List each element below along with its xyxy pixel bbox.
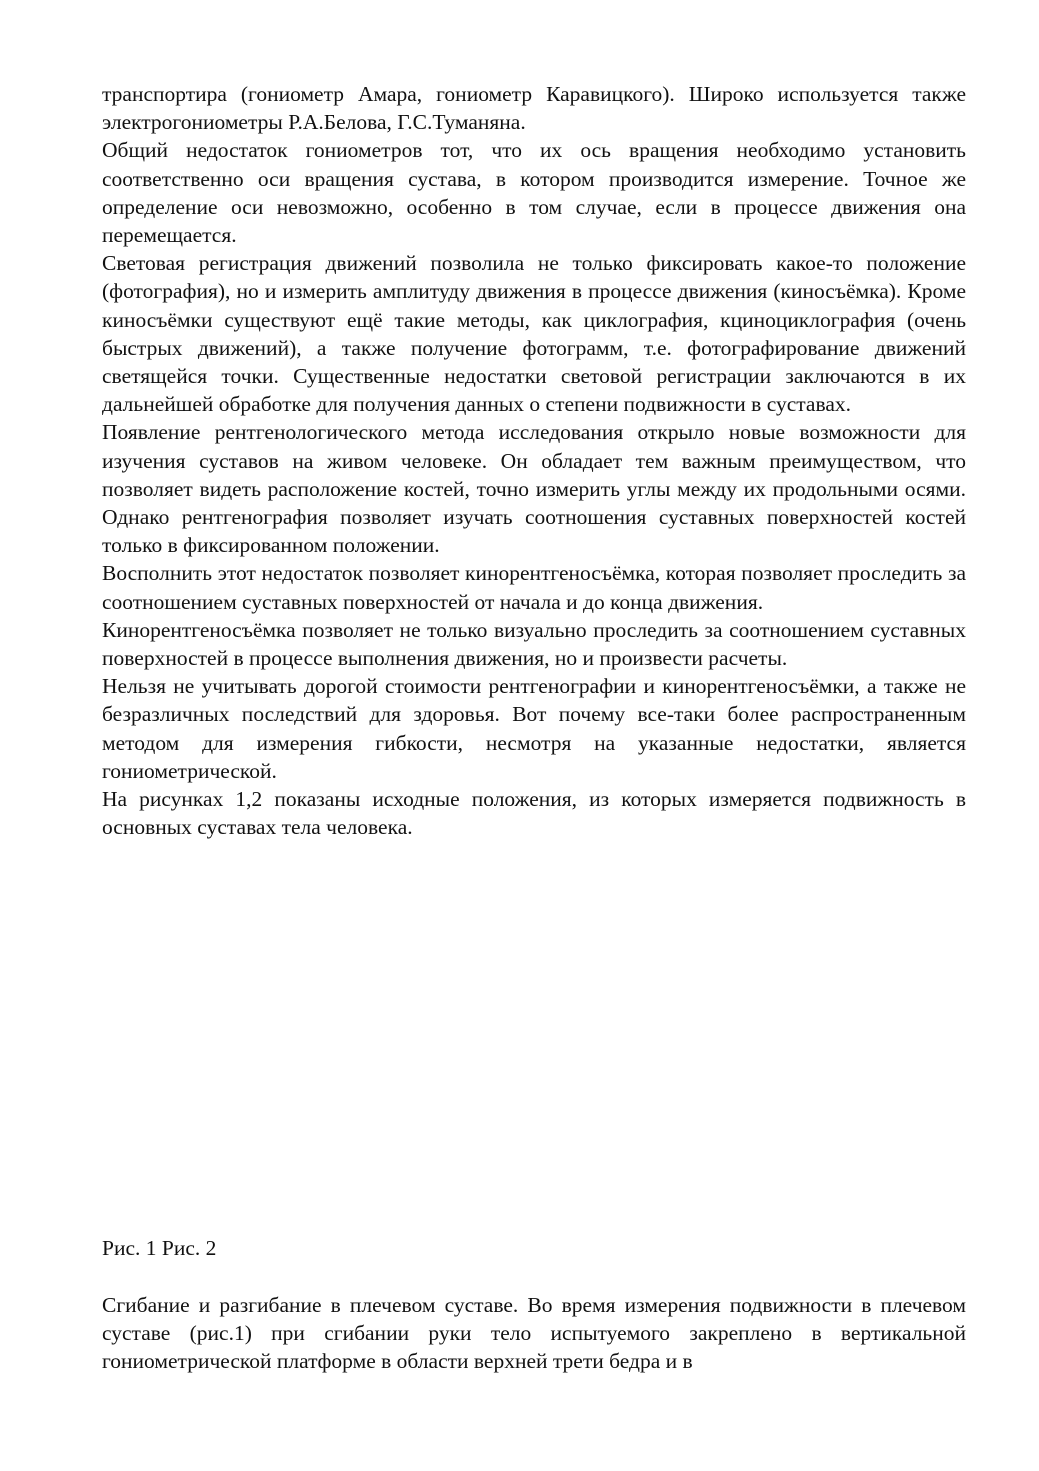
paragraph-goniometers-types: транспортира (гониометр Амара, гониометр Каравицкого). Широко используется также электрогониометры Р.А.Белова, Г.С.Туманяна.	[102, 82, 966, 135]
paragraph-shoulder-flexion: Сгибание и разгибание в плечевом суставе. Во время измерения подвижности в плечевом суставе (рис.1) при сгибании руки тело испытуемого закреплено в вертикальной гониометрической платформе в области верхней трети бедра и в	[102, 1293, 966, 1374]
paragraph-light-registration: Световая регистрация движений позволила не только фиксировать какое-то положение (фотография), но и измерить амплитуду движения в процессе движения (киносъёмка). Кроме киносъёмки существуют ещё такие методы, как циклография, кциноциклография (очень быстрых движений), а также получение фотограмм, т.е. фотографирование движений светящейся точки. Существенные недостатки световой регистрации заключаются в их дальнейшей обработке для получения данных о степени подвижности в суставах.	[102, 251, 966, 417]
document-body	[102, 80, 966, 841]
paragraph-figures-intro: На рисунках 1,2 показаны исходные положения, из которых измеряется подвижность в основных суставах тела человека.	[102, 787, 966, 840]
paragraph-goniometer-drawback: Общий недостаток гониометров тот, что их ось вращения необходимо установить соответственно оси вращения сустава, в котором производится измерение. Точное же определение оси невозможно, особенно в том случае, если в процессе движения она перемещается.	[102, 138, 966, 248]
document-continuation	[102, 1291, 966, 1376]
paragraph-cine-x-ray-calculations: Кинорентгеносъёмка позволяет не только визуально проследить за соотношением суставных поверхностей в процессе выполнения движения, но и произвести расчеты.	[102, 617, 966, 671]
figure-caption: Рис. 1 Рис. 2	[102, 1236, 217, 1260]
paragraph-cine-x-ray: Восполнить этот недостаток позволяет кинорентгеносъёмка, которая позволяет проследить за соотношением суставных поверхностей от начала и до конца движения.	[102, 561, 966, 614]
paragraph-cost-and-health: Нельзя не учитывать дорогой стоимости рентгенографии и кинорентгеносъёмки, а также не безразличных последствий для здоровья. Вот почему все-таки более распространенным методом для измерения гибкости, несмотря на указанные недостатки, является гониометрической.	[102, 674, 966, 783]
paragraph-x-ray-method: Появление рентгенологического метода исследования открыло новые возможности для изучения суставов на живом человеке. Он обладает тем важным преимуществом, что позволяет видеть расположение костей, точно измерить углы между их продольными осями. Однако рентгенография позволяет изучать соотношения суставных поверхностей костей только в фиксированном положении.	[102, 420, 966, 558]
